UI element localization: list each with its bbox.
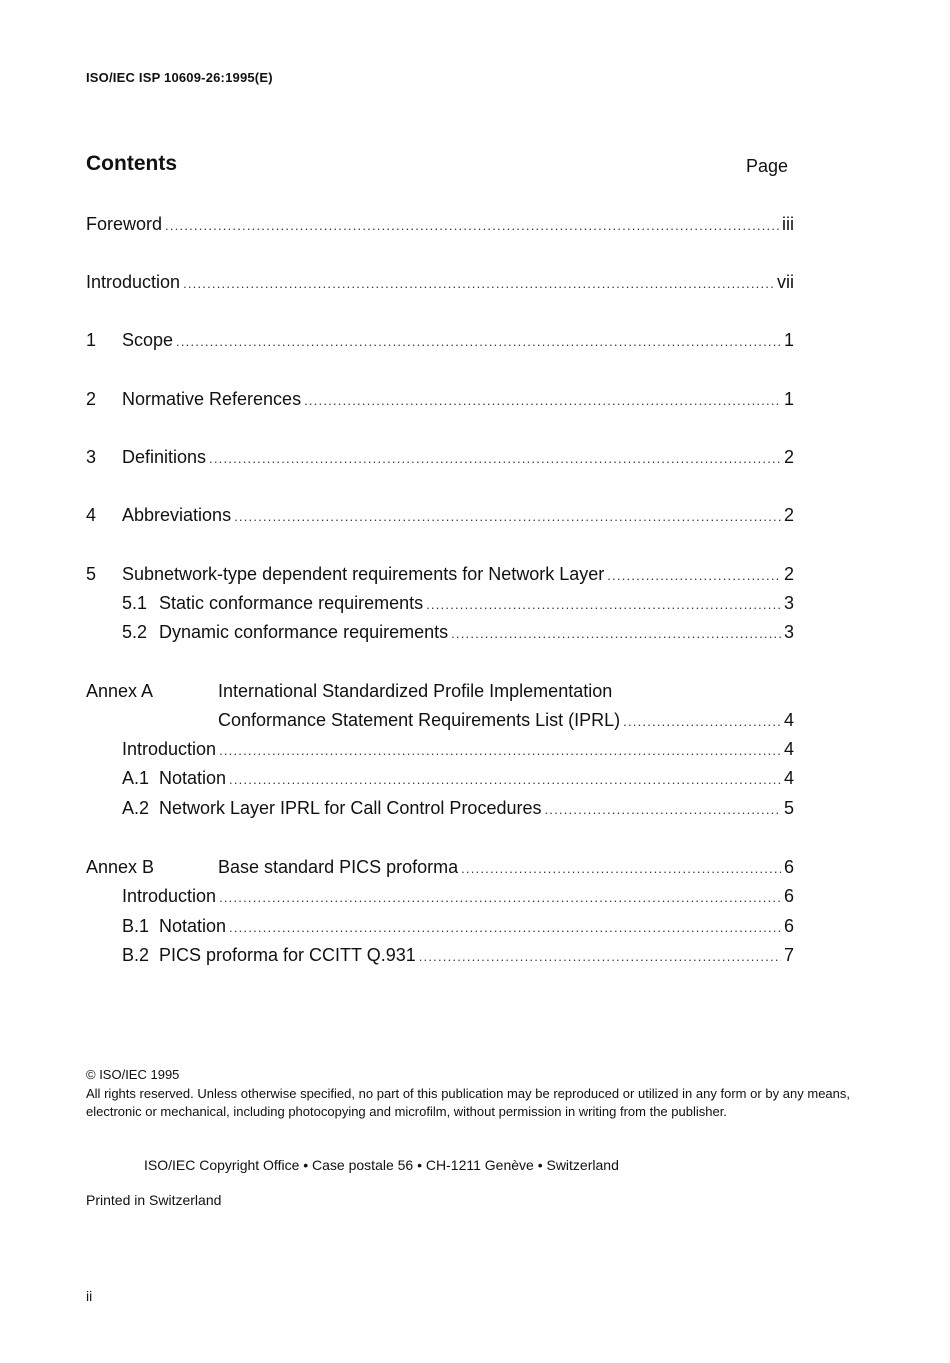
toc-entry-number: 5.1: [122, 593, 148, 613]
toc-entry-number: 5: [86, 564, 97, 584]
dot-leader: [426, 597, 781, 612]
toc-entry-page: 4: [783, 768, 794, 788]
toc-entry-annex-b-introduction: [122, 886, 794, 910]
page-number: ii: [86, 1288, 93, 1304]
copyright-office-address: ISO/IEC Copyright Office • Case postale 56 • CH-1211 Genève • Switzerland: [144, 1157, 619, 1173]
toc-entry-subnetwork-requirements: [86, 564, 794, 588]
dot-leader: [183, 276, 774, 291]
document-id: ISO/IEC ISP 10609-26:1995(E): [86, 70, 273, 85]
dot-leader: [165, 218, 779, 233]
toc-entry-definitions: [86, 447, 794, 471]
toc-entry-title: Dynamic conformance requirements: [159, 622, 449, 642]
toc-entry-normative-references: [86, 389, 794, 413]
toc-entry-title: Subnetwork-type dependent requirements for Network Layer: [122, 564, 605, 584]
toc-entry-title: Abbreviations: [122, 505, 232, 525]
toc-entry-number: B.1: [122, 916, 150, 936]
toc-entry-page: 2: [783, 564, 794, 584]
toc-entry-introduction: [86, 272, 794, 296]
toc-entry-abbreviations: [86, 505, 794, 529]
annex-a-title-line1: International Standardized Profile Implementation: [218, 681, 613, 701]
contents-heading: Contents: [86, 152, 177, 175]
toc-entry-title: Foreword: [86, 214, 163, 234]
dot-leader: [451, 626, 781, 641]
toc-entry-scope: [86, 330, 794, 354]
toc-entry-title: Scope: [122, 330, 174, 350]
toc-entry-page: vii: [777, 272, 794, 292]
toc-entry-page: 5: [783, 798, 794, 818]
toc-entry-number: A.1: [122, 768, 150, 788]
toc-entry-page: 3: [783, 593, 794, 613]
toc-entry-number: A.2: [122, 798, 150, 818]
toc-entry-title: Introduction: [122, 886, 217, 906]
toc-entry-number: Annex B: [86, 857, 155, 877]
rights-statement: All rights reserved. Unless otherwise specified, no part of this publication may be reproduced or utilized in any form or by any means, electronic or mechanical, including photocopying and microfilm, without permission in writing from the publisher.: [86, 1086, 850, 1119]
toc-entry-title: Notation: [159, 916, 227, 936]
toc-entry-title: Network Layer IPRL for Call Control Procedures: [159, 798, 542, 818]
copyright-notice: © ISO/IEC 1995: [86, 1067, 180, 1082]
dot-leader: [229, 920, 781, 935]
toc-entry-annex-a: [218, 710, 794, 734]
dot-leader: [419, 949, 781, 964]
dot-leader: [209, 451, 781, 466]
toc-entry-page: 2: [783, 505, 794, 525]
toc-entry-number: 5.2: [122, 622, 148, 642]
toc-entry-title: Normative References: [122, 389, 302, 409]
dot-leader: [544, 802, 781, 817]
toc-entry-number: 3: [86, 447, 97, 467]
toc-entry-dynamic-conformance: [122, 622, 794, 646]
toc-entry-title: Introduction: [122, 739, 217, 759]
dot-leader: [623, 714, 781, 729]
toc-entry-number: B.2: [122, 945, 150, 965]
toc-entry-page: 2: [783, 447, 794, 467]
toc-entry-title: Base standard PICS proforma: [218, 857, 459, 877]
page-column-label: Page: [746, 156, 789, 176]
dot-leader: [219, 890, 781, 905]
toc-entry-title: Conformance Statement Requirements List (IPRL): [218, 710, 621, 730]
toc-entry-page: 7: [783, 945, 794, 965]
toc-entry-page: 6: [783, 916, 794, 936]
printed-in: Printed in Switzerland: [86, 1192, 222, 1208]
toc-entry-page: 4: [783, 739, 794, 759]
dot-leader: [219, 743, 781, 758]
toc-entry-page: 6: [783, 857, 794, 877]
toc-entry-foreword: [86, 214, 794, 238]
toc-entry-static-conformance: [122, 593, 794, 617]
toc-entry-page: 6: [783, 886, 794, 906]
toc-entry-title: Static conformance requirements: [159, 593, 424, 613]
dot-leader: [607, 568, 781, 583]
toc-entry-a1-notation: [122, 768, 794, 792]
toc-entry-title: Notation: [159, 768, 227, 788]
dot-leader: [229, 772, 781, 787]
toc-entry-page: 1: [783, 389, 794, 409]
toc-entry-page: 4: [783, 710, 794, 730]
toc-entry-title: Introduction: [86, 272, 181, 292]
toc-entry-annex-b: [86, 857, 794, 881]
toc-entry-annex-a-introduction: [122, 739, 794, 763]
toc-entry-a2-network-layer-iprl: [122, 798, 794, 822]
dot-leader: [461, 861, 781, 876]
toc-entry-page: 3: [783, 622, 794, 642]
toc-entry-number: 2: [86, 389, 97, 409]
dot-leader: [234, 509, 781, 524]
dot-leader: [304, 393, 781, 408]
toc-entry-b2-pics-proforma: [122, 945, 794, 969]
toc-entry-number: 1: [86, 330, 97, 350]
toc-entry-page: iii: [782, 214, 794, 234]
dot-leader: [176, 334, 781, 349]
toc-entry-page: 1: [783, 330, 794, 350]
annex-a-label: Annex A: [86, 681, 154, 701]
toc-entry-title: Definitions: [122, 447, 207, 467]
toc-entry-number: 4: [86, 505, 97, 525]
toc-entry-b1-notation: [122, 916, 794, 940]
toc-entry-title: PICS proforma for CCITT Q.931: [159, 945, 416, 965]
